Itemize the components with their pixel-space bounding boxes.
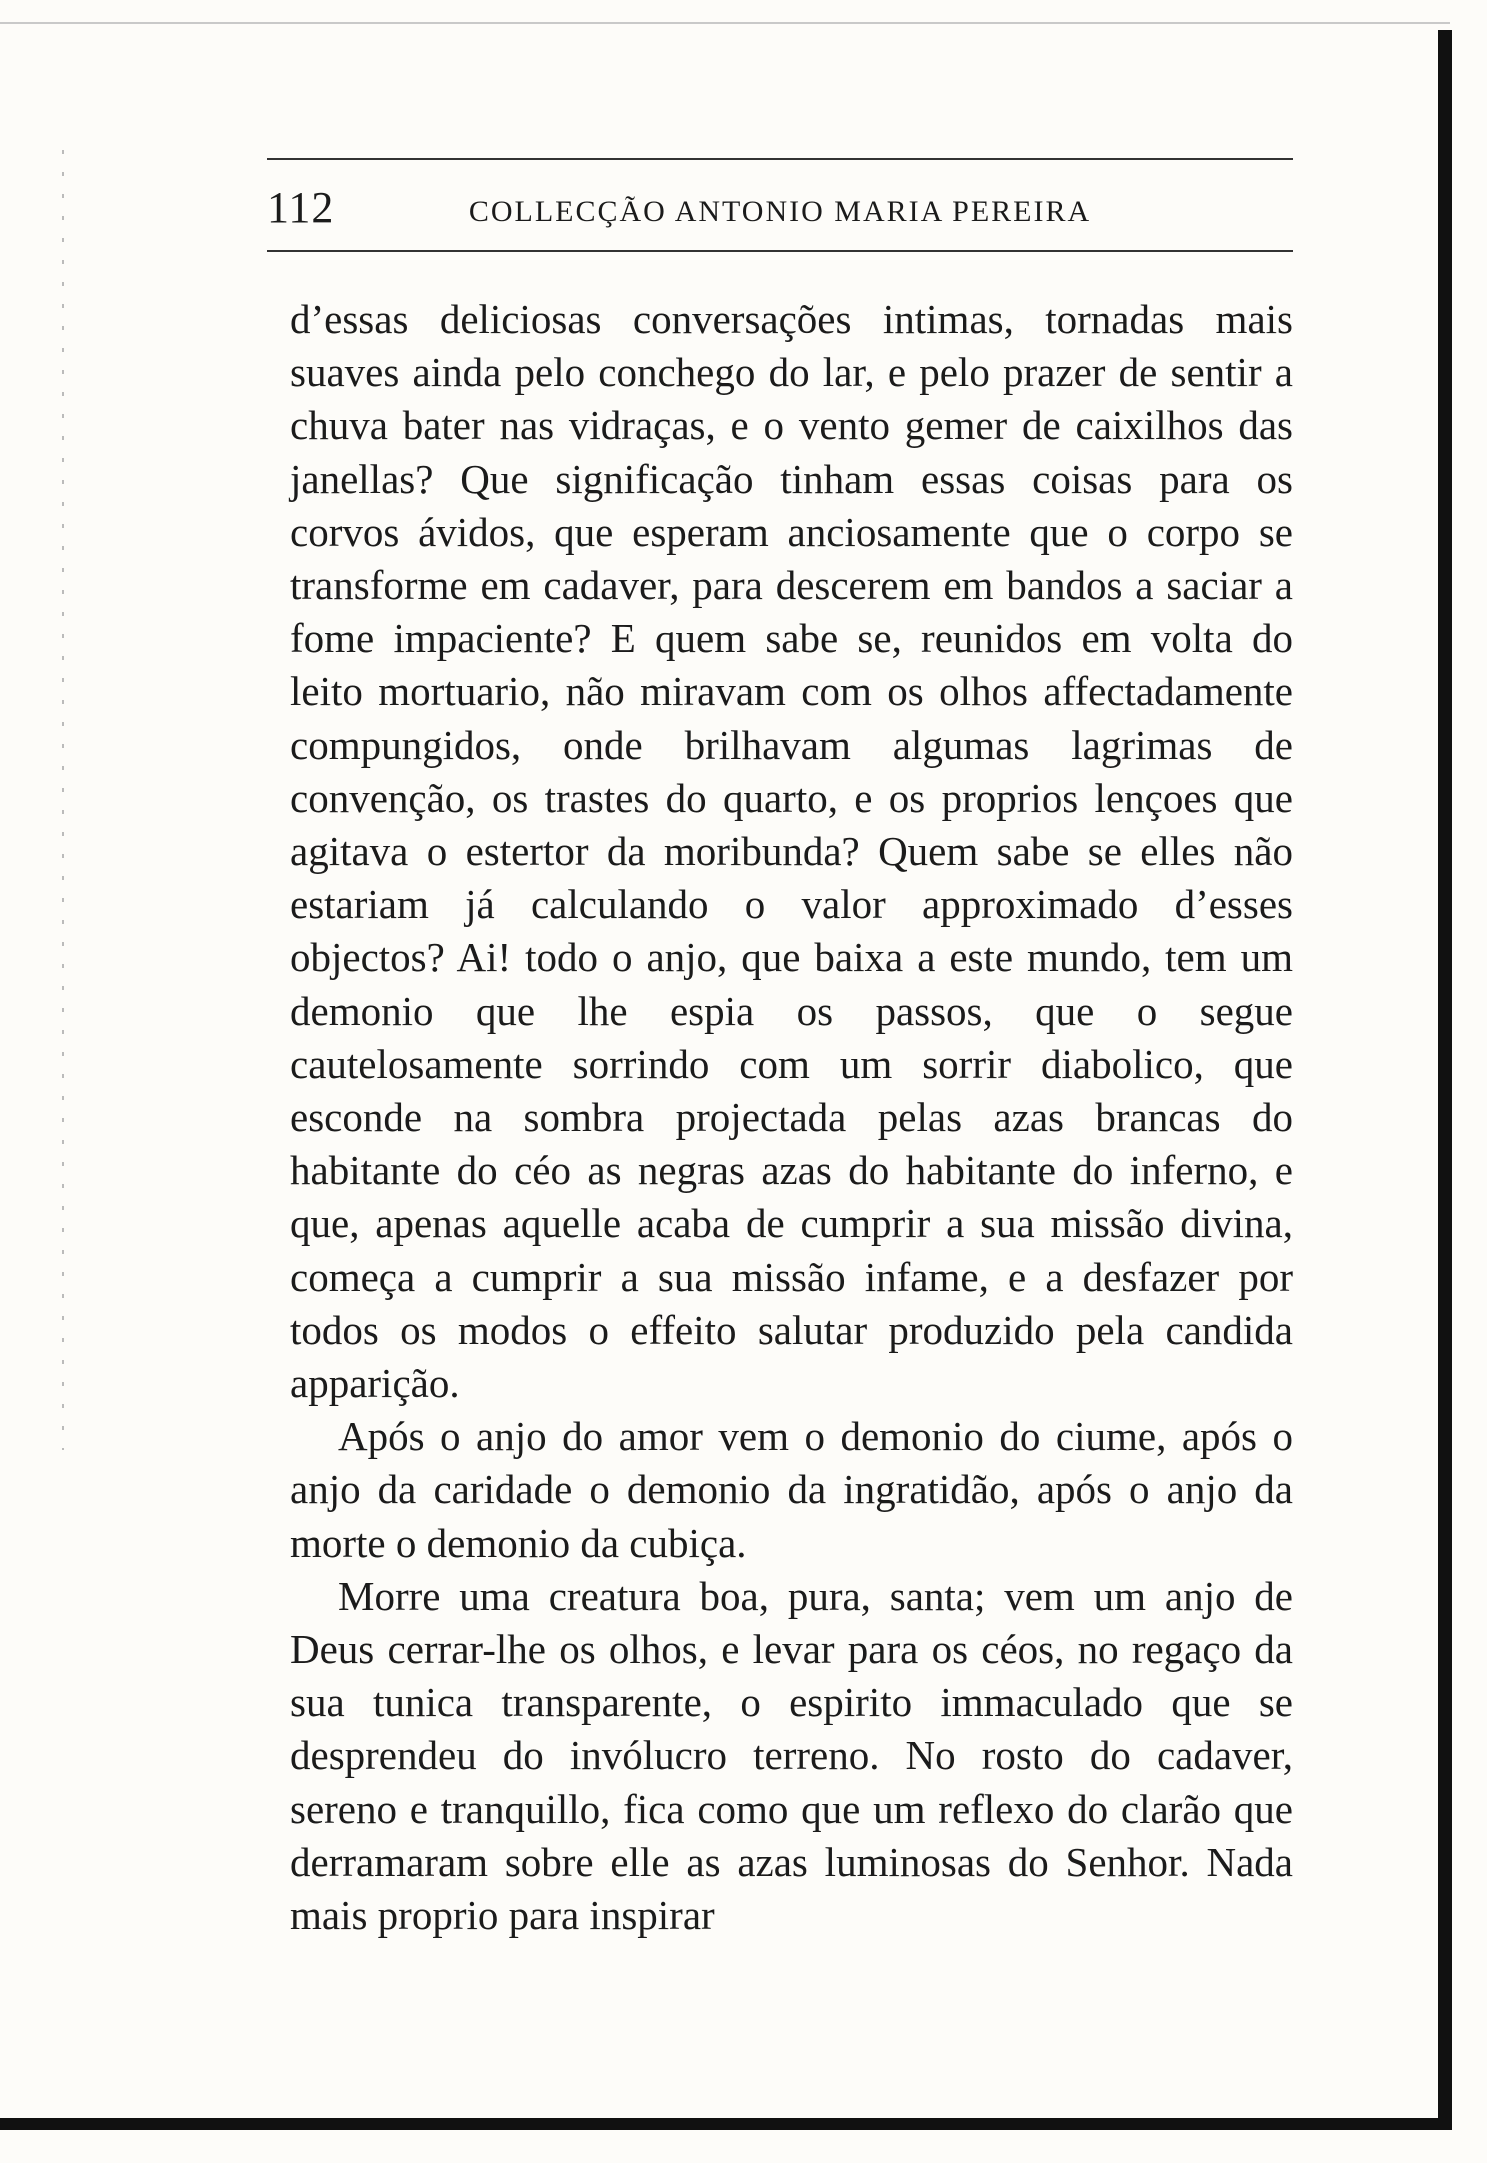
scan-right-edge (1438, 30, 1452, 2130)
scan-left-margin-dots (62, 150, 64, 1450)
scan-top-edge (0, 22, 1450, 24)
paragraph-2: Após o anjo do amor vem o demonio do ciume, após o anjo da caridade o demonio da ingratidão, após o anjo da morte o demonio da cubiça. (290, 1413, 1293, 1566)
page-number: 112 (267, 183, 335, 232)
header-rule-bottom (267, 250, 1293, 252)
paragraph-3: Morre uma creatura boa, pura, santa; vem um anjo de Deus cerrar-lhe os olhos, e levar para os céos, no regaço da sua tunica transparente, o espirito immaculado que se desprendeu do invólucro terreno. No rosto do cadaver, sereno e tranquillo, fica como que um reflexo do clarão que derramaram sobre elle as azas luminosas do Senhor. Nada mais proprio para inspirar (290, 1572, 1293, 1939)
running-title: COLLECÇÃO ANTONIO MARIA PEREIRA (468, 195, 1092, 228)
scan-bottom-edge (0, 2118, 1452, 2130)
header-rule-top (267, 158, 1293, 160)
page-header (267, 158, 1293, 258)
body-text (290, 293, 1293, 1942)
paragraph-1: d’essas deliciosas conversações intimas, tornadas mais suaves ainda pelo conchego do lar, e pelo prazer de sentir a chuva bater nas vidraças, e o vento gemer de caixilhos das janellas? Que significação tinham essas coisas para os corvos ávidos, que esperam anciosamente que o corpo se transforme em cadaver, para descerem em bandos a saciar a fome impaciente? E quem sabe se, reunidos em volta do leito mortuario, não miravam com os olhos affectadamente compungidos, onde brilhavam algumas lagrimas de convenção, os trastes do quarto, e os proprios lençoes que agitava o estertor da moribunda? Quem sabe se elles não estariam já calculando o valor approximado d’esses objectos? Ai! todo o anjo, que baixa a este mundo, tem um demonio que lhe espia os passos, que o segue cautelosamente sorrindo com um sorrir diabolico, que esconde na sombra projectada pelas azas brancas do habitante do céo as negras azas do habitante do inferno, e que, apenas aquelle acaba de cumprir a sua missão divina, começa a cumprir a sua missão infame, e a desfazer por todos os modos o effeito salutar produzido pela candida apparição. (290, 296, 1293, 1407)
